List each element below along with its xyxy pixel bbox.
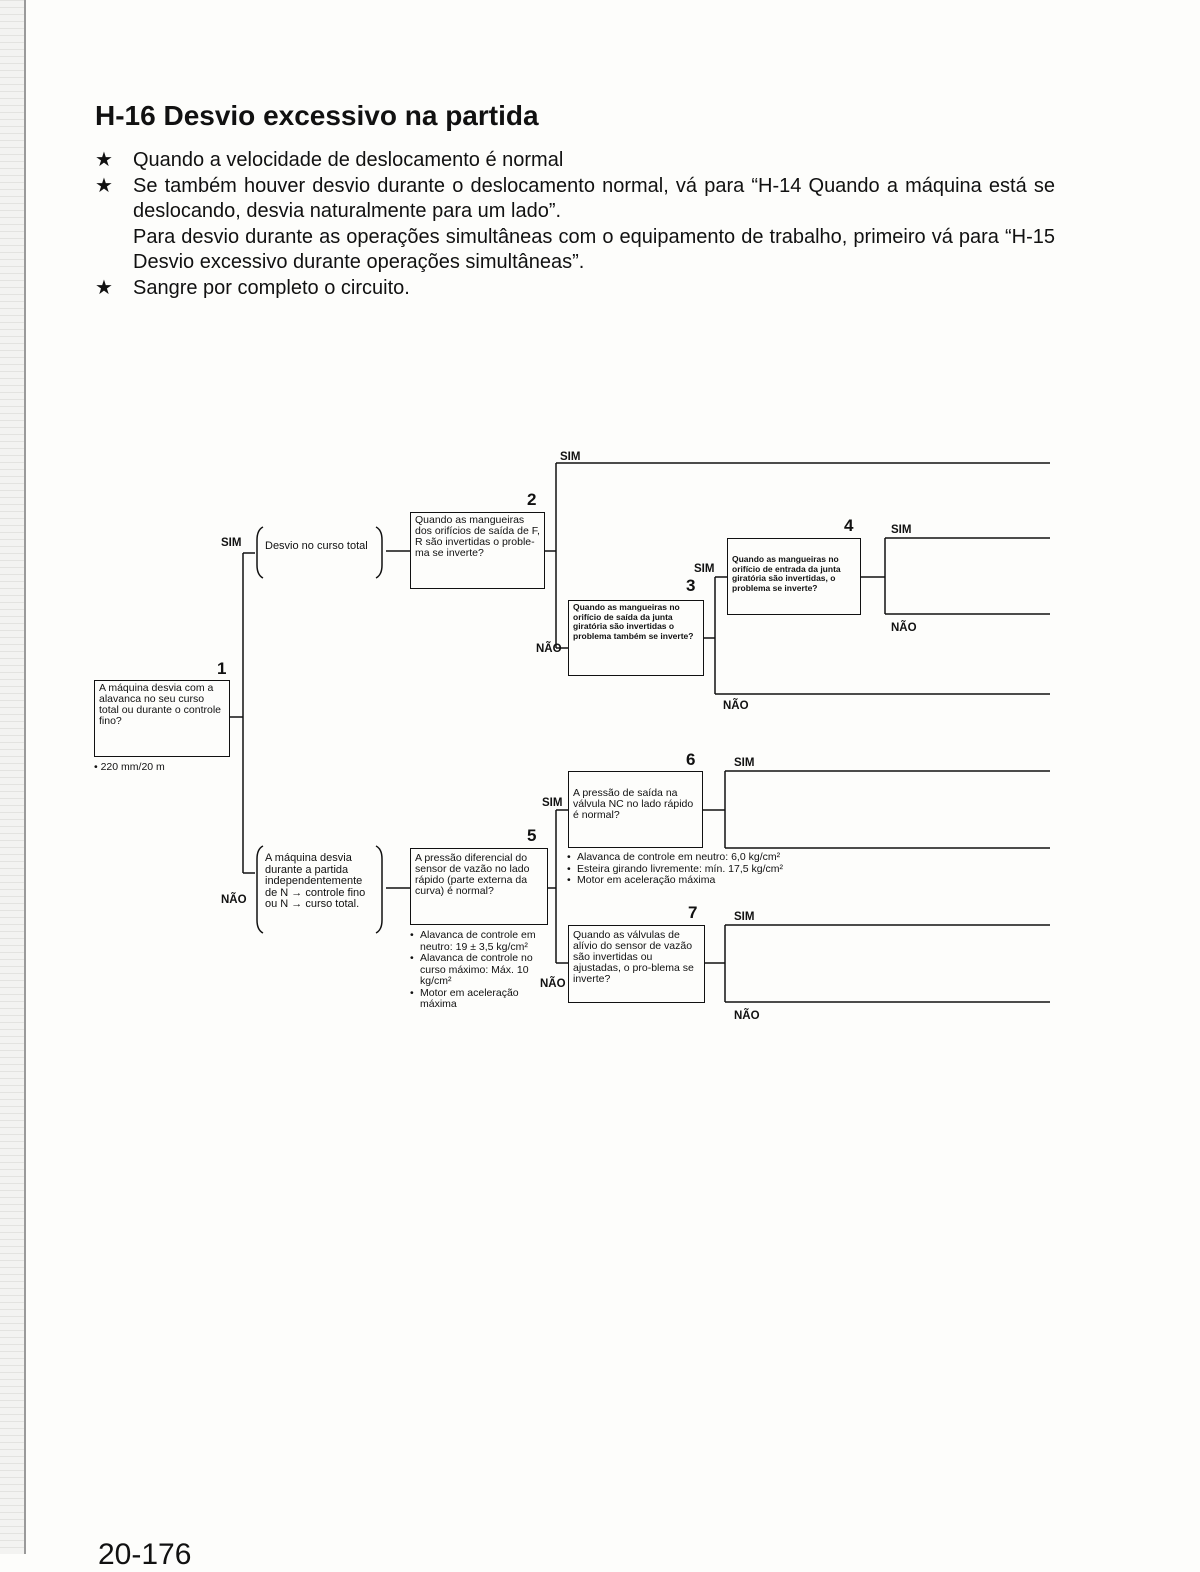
step-number: 2 xyxy=(527,490,537,509)
yes-label: SIM xyxy=(221,537,242,549)
note-text: Alavanca de controle em neutro: 6,0 kg/cm² xyxy=(577,851,781,863)
yes-label: SIM xyxy=(891,524,912,536)
step-1-note: • 220 mm/20 m xyxy=(94,761,165,773)
step-7-box: Quando as válvulas de alívio do sensor de vazão são invertidas ou ajustadas, o pro-blema se inverte? xyxy=(568,925,705,1003)
yes-label: SIM xyxy=(734,757,755,769)
no-label: NÃO xyxy=(723,700,749,712)
list-item-text: Quando a velocidade de deslocamento é normal xyxy=(133,149,564,171)
step-3-box: Quando as mangueiras no orifício de saída da junta giratória são invertidas o problema também se inverte? xyxy=(568,600,704,676)
no-label: NÃO xyxy=(540,978,566,990)
no-label: NÃO xyxy=(536,643,562,655)
condition-total-stroke: Desvio no curso total xyxy=(265,540,368,552)
condition-start: A máquina desvia durante a partida independentemente de N → controle fino ou N → curso total. xyxy=(265,852,366,910)
page-number: 20-176 xyxy=(98,1538,192,1571)
list-item: • Motor em aceleração máxima xyxy=(410,988,546,1011)
list-item: • Alavanca de controle no curso máximo: Máx. 10 kg/cm² xyxy=(410,953,546,988)
page-title: H-16 Desvio excessivo na partida xyxy=(95,100,539,131)
list-item: • Alavanca de controle em neutro: 6,0 kg/cm² xyxy=(567,851,781,863)
note-text: Alavanca de controle no curso máximo: Máx. 10 kg/cm² xyxy=(420,952,533,987)
yes-label: SIM xyxy=(560,451,581,463)
list-item-text: Se também houver desvio durante o deslocamento normal, vá para “H-14 Quando a máquina está se deslocando, desvia naturalmente para um lado”. xyxy=(133,174,1055,222)
note-text: Alavanca de controle em neutro: 19 ± 3,5 kg/cm² xyxy=(420,929,536,953)
list-item: • Alavanca de controle em neutro: 19 ± 3,5 kg/cm² xyxy=(410,930,546,953)
yes-label: SIM xyxy=(542,797,563,809)
step-6-box: A pressão de saída na válvula NC no lado rápido é normal? xyxy=(568,771,703,848)
step-6-notes xyxy=(567,852,867,887)
step-number: 5 xyxy=(527,826,537,845)
note-text: Esteira girando livremente: mín. 17,5 kg/cm² xyxy=(577,862,784,875)
list-item-text: Para desvio durante as operações simultâneas com o equipamento de trabalho, primeiro vá para “H-15 Desvio excessivo durante operações simultâneas”. xyxy=(133,225,1055,273)
yes-label: SIM xyxy=(734,911,755,923)
step-number: 6 xyxy=(686,750,696,769)
list-item: • Esteira girando livremente: mín. 17,5 kg/cm² xyxy=(567,862,784,875)
yes-label: SIM xyxy=(694,563,715,575)
step-number: 1 xyxy=(217,659,227,678)
star-icon: ★ xyxy=(95,174,113,197)
list-item: • Motor em aceleração máxima xyxy=(567,874,716,886)
note-text: Motor em aceleração máxima xyxy=(577,874,716,886)
list-item-text: Sangre por completo o circuito. xyxy=(133,276,410,299)
step-1-box: A máquina desvia com a alavanca no seu curso total ou durante o controle fino? xyxy=(94,680,230,757)
step-number: 3 xyxy=(686,576,696,595)
no-label: NÃO xyxy=(221,894,247,906)
step-4-box: Quando as mangueiras no orifício de entrada da junta giratória são invertidas, o problema se inverte? xyxy=(727,538,861,615)
star-icon: ★ xyxy=(95,276,113,299)
step-number: 4 xyxy=(844,516,854,535)
no-label: NÃO xyxy=(891,622,917,634)
step-5-box: A pressão diferencial do sensor de vazão no lado rápido (parte externa da curva) é normal? xyxy=(410,848,548,925)
no-label: NÃO xyxy=(734,1010,760,1022)
step-5-notes xyxy=(410,930,546,1011)
note-text: Motor em aceleração máxima xyxy=(420,986,519,1010)
star-icon: ★ xyxy=(95,149,113,171)
step-number: 7 xyxy=(688,903,698,922)
step-2-box: Quando as mangueiras dos orifícios de saída de F, R são invertidas o proble-ma se inverte? xyxy=(410,512,545,589)
